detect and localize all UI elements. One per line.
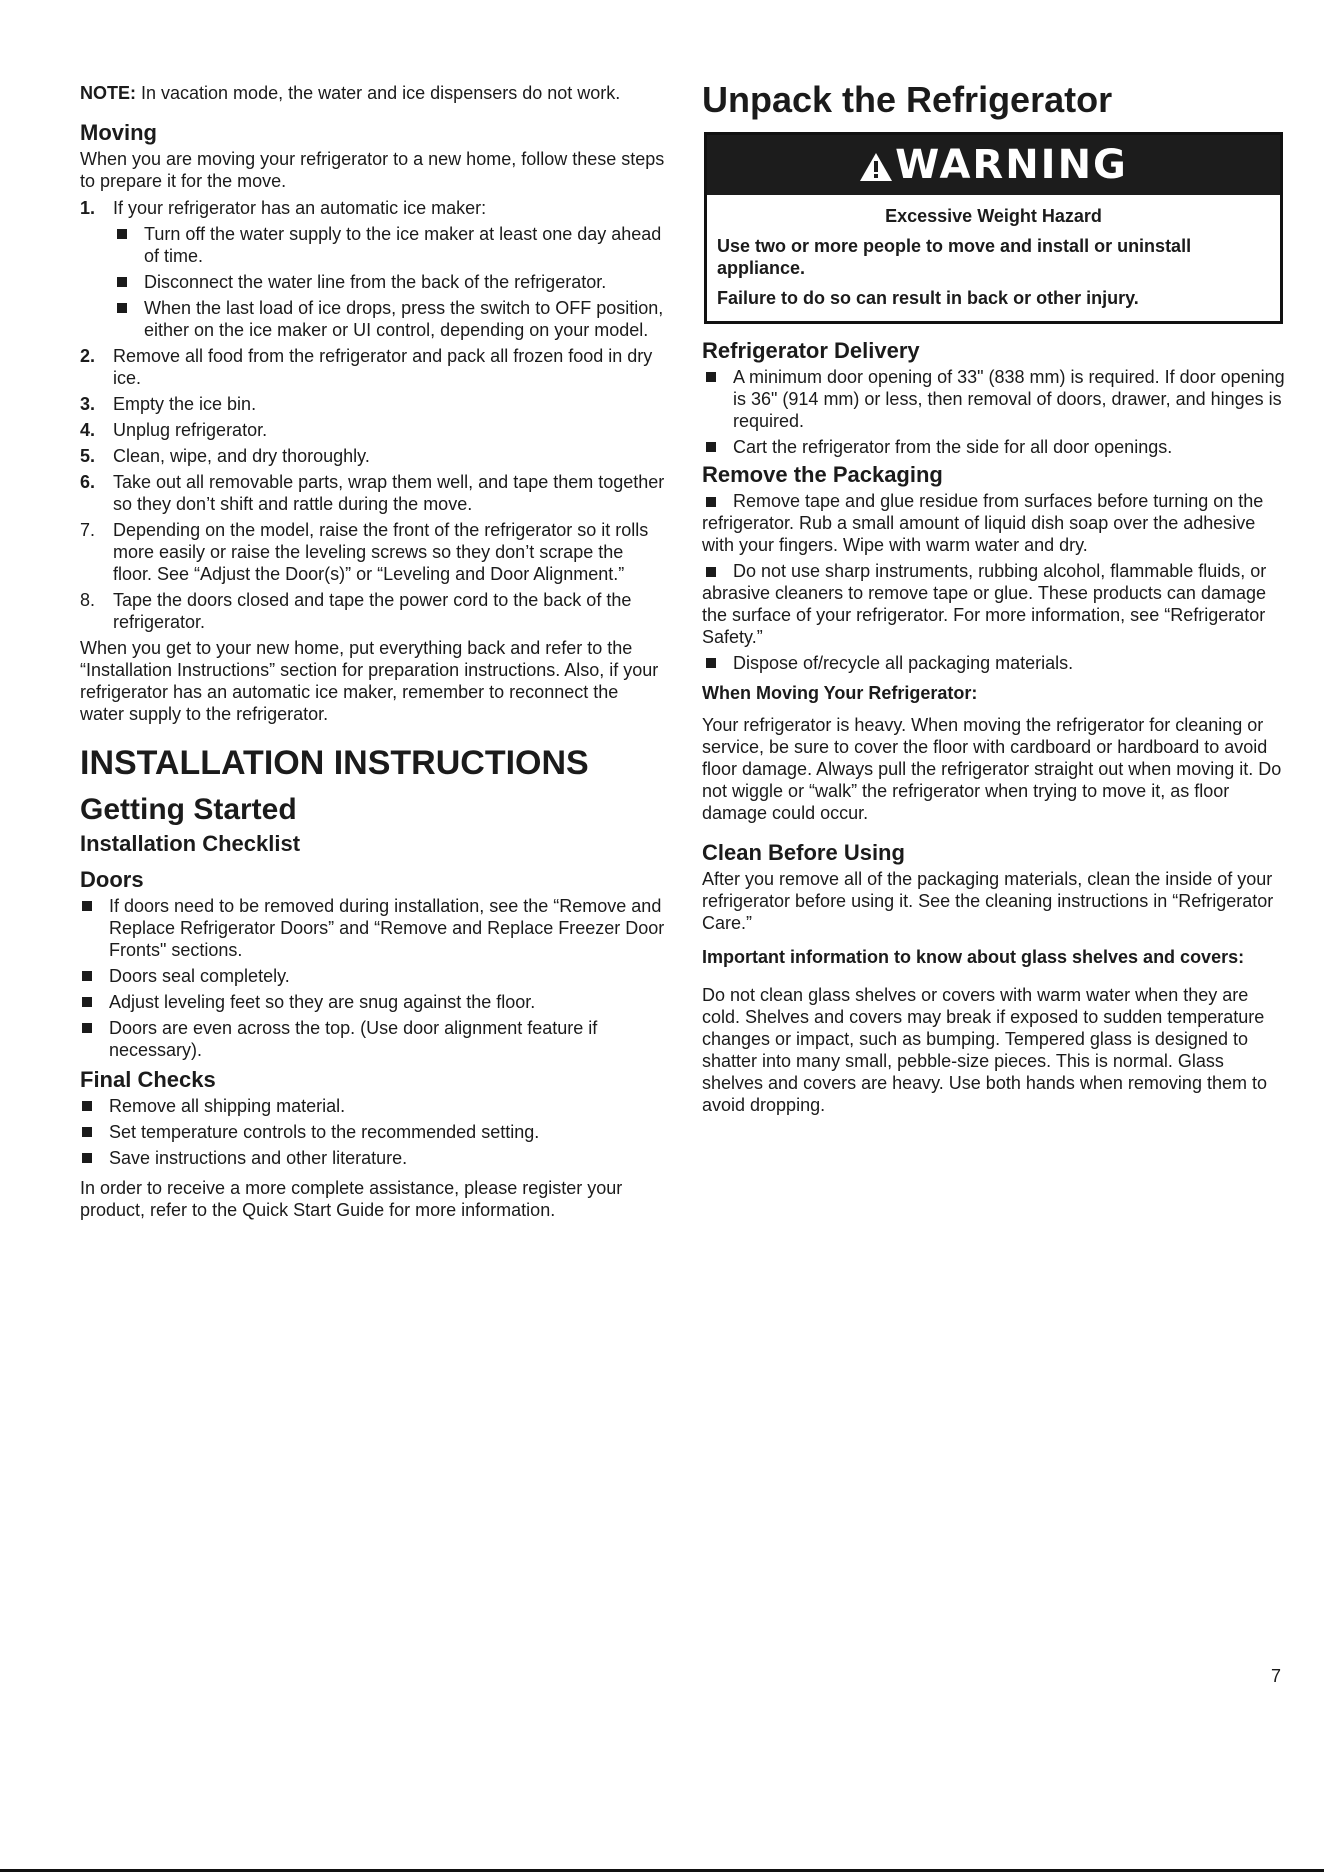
page-number: 7 xyxy=(1271,1666,1282,1686)
packaging-item: Remove tape and glue residue from surfaces before turning on the refrigerator. Rub a small amount of liquid dish soap over the adhesive with your fingers. Wipe with warm water and dry. xyxy=(702,491,1264,555)
unpack-heading: Unpack the Refrigerator xyxy=(702,79,1113,120)
list-item: 6. Take out all removable parts, wrap them well, and tape them together so they don’t shift and rattle during the move. xyxy=(80,472,665,514)
warning-body xyxy=(707,195,1280,321)
warning-hazard: Excessive Weight Hazard xyxy=(885,206,1102,226)
list-item: 2. Remove all food from the refrigerator and pack all frozen food in dry ice. xyxy=(80,346,653,388)
list-item: Cart the refrigerator from the side for all door openings. xyxy=(702,436,1287,458)
list-item: Turn off the water supply to the ice maker at least one day ahead of time. xyxy=(113,223,665,267)
getting-started-heading: Getting Started xyxy=(80,793,297,826)
list-item: 3. Empty the ice bin. xyxy=(80,394,257,414)
doors-heading: Doors xyxy=(80,867,144,892)
list-item: Adjust leveling feet so they are snug against the floor. xyxy=(78,991,665,1013)
list-item: 7. Depending on the model, raise the front of the refrigerator so it rolls more easily or raise the leveling screws so they don’t scrape the floor. See “Adjust the Door(s)” or “Leveling and Door Alignment.” xyxy=(80,520,649,584)
ice-maker-substeps xyxy=(113,223,665,341)
packaging-item: Do not use sharp instruments, rubbing alcohol, flammable fluids, or abrasive cleaners to remove tape or glue. These products can damage the surface of your refrigerator. For more information, see “Refrigerator Safety.” xyxy=(702,561,1267,647)
list-item: 1. If your refrigerator has an automatic ice maker: Turn off the water supply to the ice maker at least one day ahead of time. Disconnect the water line from the back of the refrigerator. When the last load of ice drops, press the switch to OFF position, either on the ice maker or UI control, depending on your model. xyxy=(80,198,664,340)
packaging-list xyxy=(702,652,1287,674)
list-item: Doors are even across the top. (Use door alignment feature if necessary). xyxy=(78,1017,665,1061)
list-item: Disconnect the water line from the back of the refrigerator. xyxy=(113,271,665,293)
moving-after: When you get to your new home, put everything back and refer to the “Installation Instructions” section for preparation instructions. Also, if your refrigerator has an automatic ice maker, remember to reconnect the water supply to the refrigerator. xyxy=(80,638,659,724)
list-item: Set temperature controls to the recommended setting. xyxy=(78,1121,665,1143)
installation-title: INSTALLATION INSTRUCTIONS xyxy=(80,744,589,782)
warning-triangle-icon xyxy=(859,152,893,182)
note-label: NOTE: xyxy=(80,83,136,103)
moving-your-heading: When Moving Your Refrigerator: xyxy=(702,683,978,703)
list-item: Dispose of/recycle all packaging materials. xyxy=(702,652,1287,674)
moving-your-text: Your refrigerator is heavy. When moving the refrigerator for cleaning or service, be sure to cover the floor with cardboard or hardboard to avoid floor damage. Always pull the refrigerator straight out when moving it. Do not wiggle or “walk” the refrigerator when trying to move it, as floor damage could occur. xyxy=(702,715,1282,823)
doors-list xyxy=(78,895,665,1061)
final-checks-list xyxy=(78,1095,665,1169)
list-item: When the last load of ice drops, press the switch to OFF position, either on the ice maker or UI control, depending on your model. xyxy=(113,297,665,341)
delivery-heading: Refrigerator Delivery xyxy=(702,338,920,363)
moving-steps xyxy=(80,197,665,633)
warning-line-2: Failure to do so can result in back or other injury. xyxy=(717,288,1139,308)
vacation-note xyxy=(80,82,665,104)
list-item: 4. Unplug refrigerator. xyxy=(80,420,268,440)
left-column xyxy=(80,82,665,1221)
moving-intro: When you are moving your refrigerator to a new home, follow these steps to prepare it for the move. xyxy=(80,149,665,191)
right-column xyxy=(702,80,1287,1116)
register-note: In order to receive a more complete assistance, please register your product, refer to the Quick Start Guide for more information. xyxy=(80,1178,623,1220)
warning-line-1: Use two or more people to move and install or uninstall appliance. xyxy=(717,236,1192,278)
list-item: If doors need to be removed during installation, see the “Remove and Replace Refrigerator Doors” and “Remove and Replace Freezer Door Fronts" sections. xyxy=(78,895,665,961)
installation-checklist-heading: Installation Checklist xyxy=(80,831,301,856)
warning-box xyxy=(704,132,1283,324)
list-item: 5. Clean, wipe, and dry thoroughly. xyxy=(80,446,370,466)
packaging-heading: Remove the Packaging xyxy=(702,462,943,487)
moving-heading: Moving xyxy=(80,120,157,145)
list-item: Save instructions and other literature. xyxy=(78,1147,665,1169)
final-checks-heading: Final Checks xyxy=(80,1067,216,1092)
note-text: In vacation mode, the water and ice dispensers do not work. xyxy=(136,83,621,103)
glass-heading: Important information to know about glass shelves and covers: xyxy=(702,947,1245,967)
list-item: Remove all shipping material. xyxy=(78,1095,665,1117)
list-item: A minimum door opening of 33" (838 mm) is required. If door opening is 36" (914 mm) or less, then removal of doors, drawer, and hinges is required. xyxy=(702,366,1287,432)
delivery-list xyxy=(702,366,1287,458)
glass-text: Do not clean glass shelves or covers with warm water when they are cold. Shelves and covers may break if exposed to sudden temperature changes or impact, such as bumping. Tempered glass is designed to shatter into many small, pebble-size pieces. This is normal. Glass shelves and covers are heavy. Use both hands when removing them to avoid dropping. xyxy=(702,985,1267,1115)
warning-label: WARNING xyxy=(895,142,1128,188)
warning-header xyxy=(707,135,1280,195)
clean-text: After you remove all of the packaging materials, clean the inside of your refrigerator before using it. See the cleaning instructions in “Refrigerator Care.” xyxy=(702,869,1274,933)
list-item: 8. Tape the doors closed and tape the power cord to the back of the refrigerator. xyxy=(80,590,632,632)
clean-heading: Clean Before Using xyxy=(702,840,905,865)
list-item: Doors seal completely. xyxy=(78,965,665,987)
